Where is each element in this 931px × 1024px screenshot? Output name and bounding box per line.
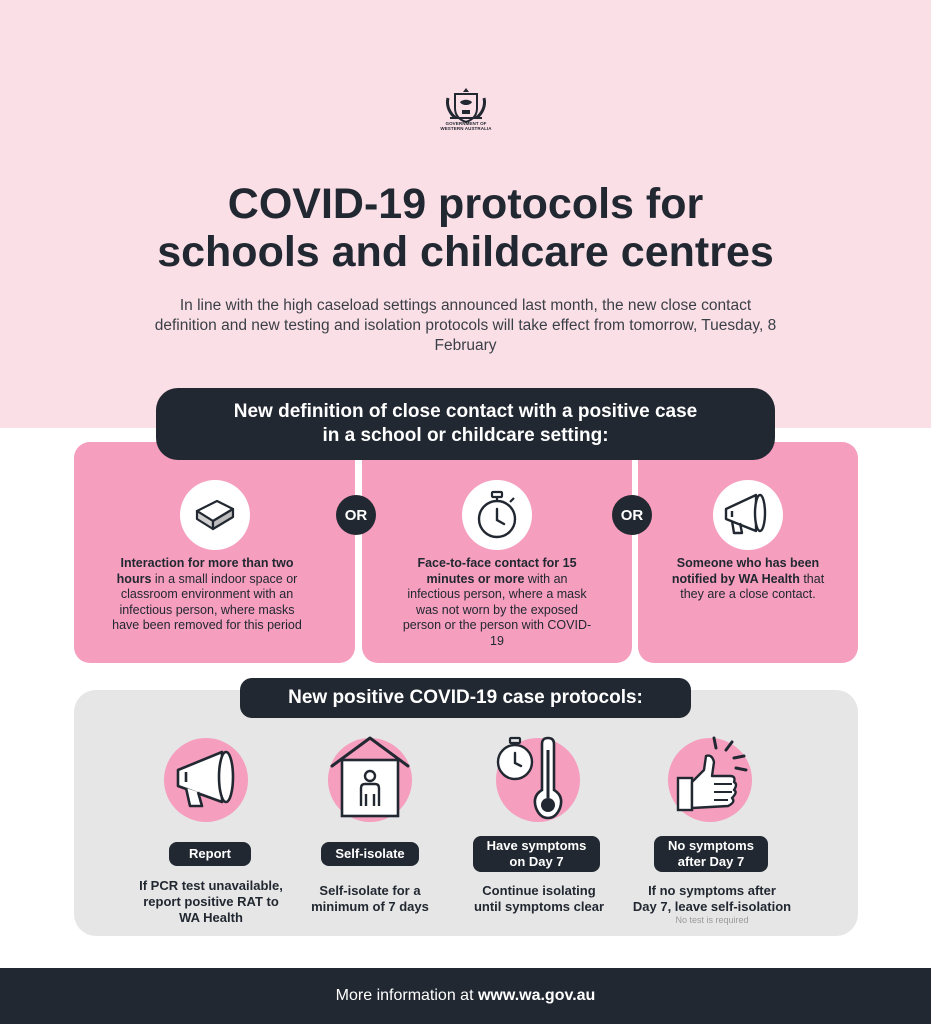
- self-isolate-text: Self-isolate for a minimum of 7 days: [311, 883, 429, 914]
- report-label: Report: [169, 842, 251, 866]
- house-person-icon: [328, 734, 412, 822]
- or-badge-2: OR: [612, 495, 652, 535]
- definition-text-notified: Someone who has been notified by WA Health that they are a close contact.: [671, 556, 825, 602]
- footer-link[interactable]: www.wa.gov.au: [477, 987, 596, 1004]
- thermometer-stopwatch-icon: [494, 736, 580, 822]
- megaphone-icon: [720, 489, 776, 541]
- definition-card-notified: [638, 442, 858, 663]
- footer-prefix: More information at: [335, 987, 478, 1004]
- page-title: COVID-19 protocols for schools and childcare centres: [157, 180, 774, 276]
- no-symptoms-label: No symptoms after Day 7: [654, 836, 768, 872]
- definition-card-face-to-face: [362, 442, 632, 663]
- no-test-note: No test is required: [675, 915, 749, 925]
- definition-card-duration: [74, 442, 355, 663]
- megaphone-icon: [170, 740, 250, 820]
- intro-text: In line with the high caseload settings announced last month, the new close contact definition and new testing and isolation protocols will take effect from tomorrow, Tuesday, 8 February: [154, 297, 777, 354]
- eraser-icon: [193, 495, 237, 535]
- eraser-icon-circle: [180, 480, 250, 550]
- thumbs-up-icon: [670, 734, 756, 824]
- protocols-header: New positive COVID-19 case protocols:: [240, 678, 691, 718]
- close-contact-header: New definition of close contact with a positive case in a school or childcare setting:: [156, 388, 775, 460]
- no-symptoms-text: If no symptoms after Day 7, leave self-isolation: [632, 883, 792, 914]
- stopwatch-icon-circle: [462, 480, 532, 550]
- crest-caption: GOVERNMENT OF WESTERN AUSTRALIA: [440, 121, 492, 131]
- definition-text-face-to-face: Face-to-face contact for 15 minutes or more with an infectious person, where a mask was not worn by the exposed person or the person with COVID-19: [402, 556, 592, 648]
- have-symptoms-label: Have symptoms on Day 7: [473, 836, 600, 872]
- megaphone-icon-circle: [713, 480, 783, 550]
- report-text: If PCR test unavailable, report positive RAT to WA Health: [139, 878, 283, 925]
- have-symptoms-text: Continue isolating until symptoms clear: [473, 883, 605, 914]
- footer: [0, 968, 931, 1024]
- definition-text-duration: Interaction for more than two hours in a small indoor space or classroom environment with an infectious person, where masks have been removed for this period: [112, 556, 302, 633]
- or-badge-1: OR: [336, 495, 376, 535]
- stopwatch-icon: [474, 490, 520, 540]
- self-isolate-label: Self-isolate: [321, 842, 419, 866]
